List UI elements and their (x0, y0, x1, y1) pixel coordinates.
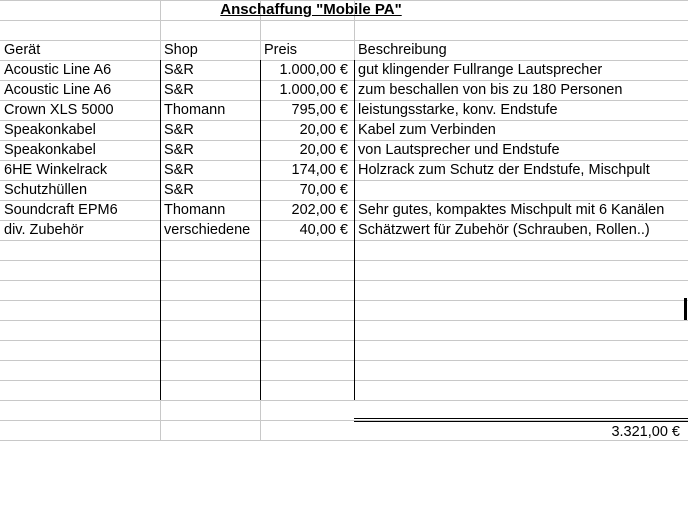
grid-column-line (260, 60, 261, 400)
cell-preis[interactable]: 202,00 € (291, 202, 348, 218)
cell-preis[interactable]: 1.000,00 € (279, 62, 348, 78)
cell-preis[interactable]: 20,00 € (299, 122, 348, 138)
grid-row-line (0, 240, 688, 241)
cell-shop[interactable]: S&R (164, 142, 194, 158)
cell-geraet[interactable]: Crown XLS 5000 (4, 102, 114, 118)
cell-preis[interactable]: 1.000,00 € (279, 82, 348, 98)
cell-beschreibung[interactable]: Schätzwert für Zubehör (Schrauben, Rollen..) (358, 222, 650, 238)
cell-beschreibung[interactable]: Holzrack zum Schutz der Endstufe, Mischpult (358, 162, 650, 178)
cell-shop[interactable]: S&R (164, 162, 194, 178)
cell-shop[interactable]: S&R (164, 122, 194, 138)
cell-shop[interactable]: S&R (164, 182, 194, 198)
cell-geraet[interactable]: Acoustic Line A6 (4, 62, 112, 78)
cell-beschreibung[interactable] (358, 180, 684, 200)
grid-row-line (0, 380, 688, 381)
grid-row-line (0, 340, 688, 341)
cell-preis[interactable]: 795,00 € (291, 102, 348, 118)
grid-row-line (0, 280, 688, 281)
sheet-title[interactable]: Anschaffung "Mobile PA" (220, 1, 402, 18)
cell-beschreibung[interactable]: von Lautsprecher und Endstufe (358, 142, 560, 158)
cell-preis[interactable]: 20,00 € (299, 142, 348, 158)
cell-beschreibung[interactable]: Kabel zum Verbinden (358, 122, 496, 138)
cell-preis[interactable]: 70,00 € (299, 182, 348, 198)
grid-row-line (0, 300, 688, 301)
grid-row-line (0, 20, 688, 21)
cell-beschreibung[interactable]: gut klingender Fullrange Lautsprecher (358, 62, 603, 78)
grid-row-line (0, 260, 688, 261)
cell-beschreibung[interactable]: leistungsstarke, konv. Endstufe (358, 102, 558, 118)
cell-geraet[interactable]: Acoustic Line A6 (4, 82, 112, 98)
cursor-marker (684, 298, 687, 320)
cell-preis[interactable]: 174,00 € (291, 162, 348, 178)
grid-column-line (160, 60, 161, 400)
cell-geraet[interactable]: div. Zubehör (4, 222, 84, 238)
cell-shop[interactable]: S&R (164, 62, 194, 78)
header-preis[interactable]: Preis (264, 42, 298, 58)
header-shop[interactable]: Shop (164, 42, 198, 58)
cell-geraet[interactable]: Soundcraft EPM6 (4, 202, 118, 218)
total-double-underline (354, 418, 688, 419)
cell-beschreibung[interactable]: Sehr gutes, kompaktes Mischpult mit 6 Kanälen (358, 202, 665, 218)
cell-shop[interactable]: Thomann (164, 102, 226, 118)
cell-preis[interactable]: 40,00 € (299, 222, 348, 238)
header-geraet[interactable]: Gerät (4, 42, 41, 58)
grid-column-line (354, 60, 355, 400)
cell-geraet[interactable]: Speakonkabel (4, 122, 96, 138)
cell-shop[interactable]: S&R (164, 82, 194, 98)
cell-geraet[interactable]: Schutzhüllen (4, 182, 88, 198)
cell-geraet[interactable]: Speakonkabel (4, 142, 96, 158)
grid-row-line (0, 360, 688, 361)
total-price[interactable]: 3.321,00 € (611, 424, 680, 440)
cell-geraet[interactable]: 6HE Winkelrack (4, 162, 108, 178)
cell-shop[interactable]: Thomann (164, 202, 226, 218)
grid-row-line (0, 320, 688, 321)
grid-row-line (0, 400, 688, 401)
cell-beschreibung[interactable]: zum beschallen von bis zu 180 Personen (358, 82, 623, 98)
cell-shop[interactable]: verschiedene (164, 222, 251, 238)
header-beschreibung[interactable]: Beschreibung (358, 42, 447, 58)
